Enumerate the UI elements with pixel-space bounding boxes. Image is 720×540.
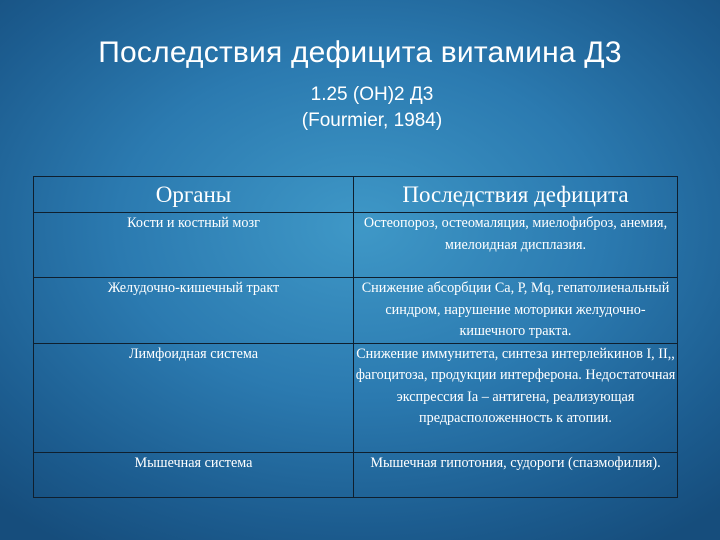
deficiency-table: [33, 176, 678, 498]
header-consequences: Последствия дефицита: [354, 177, 678, 213]
table-row: [34, 213, 678, 278]
slide-subtitle-formula: 1.25 (OH)2 Д3: [310, 84, 434, 105]
organ-cell: Желудочно-кишечный тракт: [34, 278, 354, 344]
effect-cell: Мышечная гипотония, судороги (спазмофилия).: [354, 452, 678, 497]
table-row: [34, 343, 678, 452]
effect-cell: Снижение иммунитета, синтеза интерлейкинов I, II,, фагоцитоза, продукции интерферона. Недостаточная экспрессия Ia – антигена, реализующая предрасположенность к атопии.: [354, 343, 678, 452]
table-header-row: [34, 177, 678, 213]
organ-cell: Мышечная система: [34, 452, 354, 497]
slide-title: Последствия дефицита витамина Д3: [98, 36, 622, 69]
table-row: [34, 452, 678, 497]
effect-cell: Остеопороз, остеомаляция, миелофиброз, анемия, миелоидная дисплазия.: [354, 213, 678, 278]
effect-cell: Снижение абсорбции Са, Р, Мq, гепатолиенальный синдром, нарушение моторики желудочно-кишечного тракта.: [354, 278, 678, 344]
slide-subtitle-citation: (Fourmier, 1984): [301, 110, 443, 131]
header-organs: Органы: [34, 177, 354, 213]
organ-cell: Лимфоидная система: [34, 343, 354, 452]
table-row: [34, 278, 678, 344]
organ-cell: Кости и костный мозг: [34, 213, 354, 278]
